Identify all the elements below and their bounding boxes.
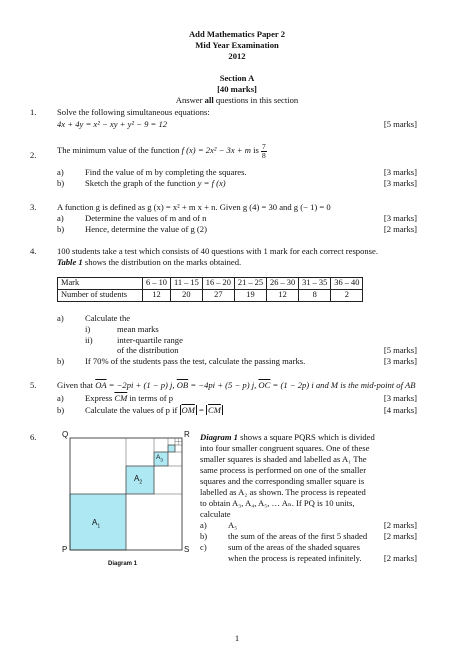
- q6-line2: into four smaller congruent squares. One of these: [200, 443, 370, 453]
- q3-a-text: Determine the values of m and of n: [85, 213, 207, 223]
- table-cell: 16 – 20: [202, 278, 234, 290]
- q6-line7: to obtain A₃, A₄, A₅, … Aₙ. If PQ is 10 units,: [200, 498, 355, 508]
- table-header-students: Number of students: [58, 290, 143, 302]
- table-cell: 11 – 15: [170, 278, 202, 290]
- diagram-caption: Diagram 1: [108, 561, 138, 567]
- table-row-students: [58, 290, 363, 302]
- table-cell: 20: [170, 290, 202, 302]
- q1-text: Solve the following simultaneous equations:: [57, 107, 210, 117]
- q6-line8: calculate: [200, 509, 231, 519]
- vertex-s-label: S: [184, 545, 190, 554]
- q1-marks: [5 marks]: [383, 119, 417, 129]
- square-diagram: [60, 428, 195, 576]
- q6-b-label: b): [200, 531, 208, 541]
- q2-fraction: $\frac{7}{8}$: [262, 142, 266, 160]
- table-cell: 36 – 40: [331, 278, 363, 290]
- label-a2: $A_2$: [134, 474, 143, 486]
- q4-b-label: b): [57, 356, 65, 366]
- q6-c-label: c): [200, 542, 207, 552]
- table-cell: 21 – 25: [234, 278, 266, 290]
- q4-text2: Table 1 shows the distribution on the marks obtained.: [57, 257, 242, 267]
- q2-text: The minimum value of the function f (x) = 2x² − 3x + m is $\frac{7}{8}$: [57, 142, 266, 160]
- q4-a-marks: [5 marks]: [383, 345, 417, 355]
- q6-a-marks: [2 marks]: [383, 520, 417, 530]
- section-instruction: Answer all questions in this section: [175, 95, 299, 105]
- q6-a-text: A₅: [228, 520, 238, 530]
- q4-a-i-text: mean marks: [117, 324, 159, 334]
- q2-b-text: Sketch the graph of the function y = f (x): [85, 178, 226, 188]
- section-marks: [40 marks]: [217, 84, 257, 94]
- q4-a-label: a): [57, 313, 64, 323]
- q1-equation: 4x + 4y = x² − xy + y² − 9 = 12: [57, 119, 168, 129]
- q2-b-marks: [3 marks]: [383, 178, 417, 188]
- exam-name: Mid Year Examination: [195, 40, 279, 50]
- vertex-p-label: P: [62, 545, 68, 554]
- q4-a-i-label: i): [85, 324, 91, 334]
- q6-c-text: sum of the areas of the shaded squares: [228, 542, 360, 552]
- q4-a-ii-text: inter-quartile range: [117, 335, 183, 345]
- q3-text: A function g is defined as g (x) = x² + m x + n. Given g (4) = 30 and g (− 1) = 0: [57, 202, 331, 212]
- q5-a-label: a): [57, 393, 64, 403]
- q4-a-text: Calculate the: [85, 313, 131, 323]
- q4-text1: 100 students take a test which consists of 40 questions with 1 mark for each correct response.: [57, 246, 378, 256]
- q6-line1: Diagram 1 shows a square PQRS which is divided: [200, 432, 375, 442]
- label-a1: $A_1$: [92, 518, 101, 530]
- table-cell: 26 – 30: [267, 278, 299, 290]
- shade-a4: [168, 445, 175, 452]
- q6-line4: same process is performed on one of the smaller: [200, 465, 367, 475]
- q4-b-marks: [3 marks]: [383, 356, 417, 366]
- q3-number: 3.: [30, 202, 37, 212]
- q6-line6: labelled as A₂ as shown. The process is repeated: [200, 487, 366, 497]
- table-header-mark: Mark: [58, 278, 143, 290]
- q6-a-label: a): [200, 520, 207, 530]
- q5-b-marks: [4 marks]: [383, 405, 417, 415]
- q4-a-ii-label: ii): [85, 335, 93, 345]
- q4-b-text: If 70% of the students pass the test, calculate the passing marks.: [85, 356, 306, 366]
- table-cell: 6 – 10: [143, 278, 171, 290]
- table-row-marks: [58, 278, 363, 290]
- table-cell: 12: [143, 290, 171, 302]
- table-cell: 8: [299, 290, 331, 302]
- table-cell: 19: [234, 290, 266, 302]
- q2-a-text: Find the value of m by completing the squares.: [85, 167, 247, 177]
- q5-b-text: Calculate the values of p if $\overline{OM} = \overline{CM}$: [85, 405, 221, 415]
- q2-number: 2.: [30, 150, 37, 160]
- paper-title: Add Mathematics Paper 2: [188, 29, 286, 39]
- q4-a-ii-text2: of the distribution: [117, 345, 179, 355]
- q5-a-text: Express $\overline{CM}$ in terms of p: [85, 393, 174, 403]
- q6-line3: smaller squares is shaded and labelled as A₁ The: [200, 454, 367, 464]
- table-cell: 12: [267, 290, 299, 302]
- vertex-q-label: Q: [62, 430, 69, 439]
- diagram-1: [60, 428, 195, 576]
- section-title: Section A: [219, 73, 255, 83]
- q2-a-marks: [3 marks]: [383, 167, 417, 177]
- q3-a-label: a): [57, 213, 64, 223]
- q5-number: 5.: [30, 380, 37, 390]
- q5-a-marks: [3 marks]: [383, 393, 417, 403]
- label-a3: $A_3$: [156, 454, 163, 463]
- q6-b-marks: [2 marks]: [383, 531, 417, 541]
- page-number: 1: [234, 633, 240, 643]
- distribution-table: [57, 277, 363, 302]
- vertex-r-label: R: [184, 430, 190, 439]
- q6-number: 6.: [30, 432, 37, 442]
- q3-b-text: Hence, determine the value of g (2): [85, 224, 207, 234]
- exam-year: 2012: [228, 51, 246, 61]
- q6-b-text: the sum of the areas of the first 5 shaded: [228, 531, 368, 541]
- q6-c-text2: when the process is repeated infinitely.: [228, 553, 362, 563]
- q1-number: 1.: [30, 107, 37, 117]
- table-cell: 27: [202, 290, 234, 302]
- q4-number: 4.: [30, 246, 37, 256]
- q6-line5: squares and the corresponding smaller square is: [200, 476, 365, 486]
- q5-text: Given that $\overline{OA} = -2pi + (1 - p)$ j, $\overline{OB} = -4pi + (5 - p)$ j, $\overline{OC} = (1 - 2p)$ i and M is the mid-point of AB: [57, 380, 416, 390]
- q5-b-label: b): [57, 405, 65, 415]
- q3-b-marks: [2 marks]: [383, 224, 417, 234]
- table-cell: 31 – 35: [299, 278, 331, 290]
- q2-a-label: a): [57, 167, 64, 177]
- q6-c-marks: [2 marks]: [383, 553, 417, 563]
- q3-b-label: b): [57, 224, 65, 234]
- q2-b-label: b): [57, 178, 65, 188]
- q3-a-marks: [3 marks]: [383, 213, 417, 223]
- table-cell: 2: [331, 290, 363, 302]
